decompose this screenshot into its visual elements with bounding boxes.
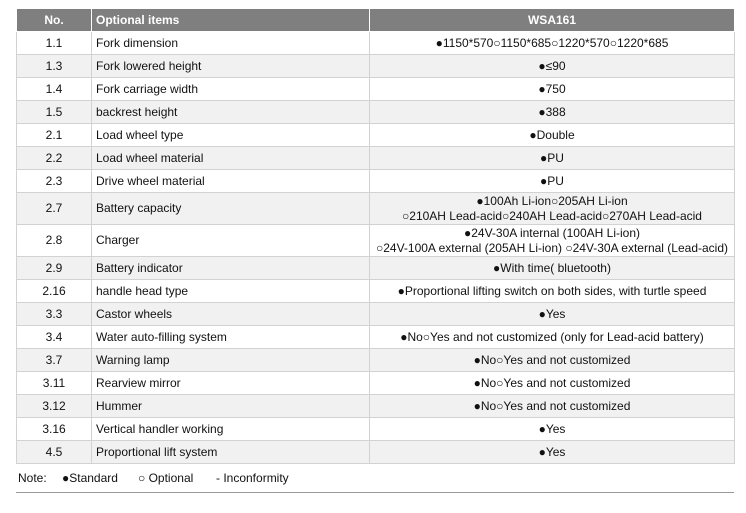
row-value bbox=[370, 280, 735, 303]
row-value-line: ○210AH Lead-acid○240AH Lead-acid○270AH Lead-acid bbox=[402, 208, 702, 223]
row-value bbox=[370, 193, 735, 225]
row-value-line: ●With time( bluetooth) bbox=[493, 260, 611, 275]
table-row bbox=[17, 147, 735, 170]
row-value-line: ●750 bbox=[538, 81, 566, 96]
row-value-line: ●Yes bbox=[538, 306, 566, 321]
table-row bbox=[17, 32, 735, 55]
row-value bbox=[370, 170, 735, 193]
row-value bbox=[370, 326, 735, 349]
row-value bbox=[370, 147, 735, 170]
row-value-line: ●PU bbox=[540, 173, 564, 188]
optional-items-table bbox=[16, 8, 735, 464]
legend-note bbox=[16, 464, 734, 493]
row-value bbox=[370, 303, 735, 326]
row-value bbox=[370, 55, 735, 78]
header-optional-items: Optional items bbox=[92, 9, 370, 32]
row-number: 2.9 bbox=[17, 257, 92, 280]
row-number: 2.16 bbox=[17, 280, 92, 303]
table-body bbox=[17, 32, 735, 464]
row-value bbox=[370, 418, 735, 441]
row-item-name: handle head type bbox=[92, 280, 370, 303]
row-item-name: Water auto-filling system bbox=[92, 326, 370, 349]
header-no: No. bbox=[17, 9, 92, 32]
row-number: 3.12 bbox=[17, 395, 92, 418]
row-number: 3.4 bbox=[17, 326, 92, 349]
row-value bbox=[370, 349, 735, 372]
row-number: 1.4 bbox=[17, 78, 92, 101]
row-number: 2.2 bbox=[17, 147, 92, 170]
row-value-line: ○24V-100A external (205AH Li-ion) ○24V-30A external (Lead-acid) bbox=[375, 240, 729, 255]
row-value bbox=[370, 257, 735, 280]
row-number: 3.3 bbox=[17, 303, 92, 326]
row-item-name: Fork lowered height bbox=[92, 55, 370, 78]
row-value-line: ●No○Yes and not customized bbox=[473, 352, 631, 367]
row-value bbox=[370, 441, 735, 464]
row-number: 1.3 bbox=[17, 55, 92, 78]
table-row bbox=[17, 193, 735, 225]
row-value-line: ●No○Yes and not customized (only for Lead-acid battery) bbox=[400, 329, 704, 344]
row-value-line: ●Proportional lifting switch on both sides, with turtle speed bbox=[397, 283, 707, 298]
table-row bbox=[17, 418, 735, 441]
row-item-name: Load wheel material bbox=[92, 147, 370, 170]
header-model: WSA161 bbox=[370, 9, 735, 32]
row-value bbox=[370, 395, 735, 418]
row-value-line: ●1150*570○1150*685○1220*570○1220*685 bbox=[435, 35, 669, 50]
row-item-name: Rearview mirror bbox=[92, 372, 370, 395]
row-item-name: Charger bbox=[92, 225, 370, 257]
table-row bbox=[17, 349, 735, 372]
row-value-line: ●No○Yes and not customized bbox=[473, 375, 631, 390]
note-label: Note: bbox=[18, 471, 47, 485]
table-row bbox=[17, 280, 735, 303]
table-row bbox=[17, 124, 735, 147]
table-row bbox=[17, 55, 735, 78]
row-number: 2.7 bbox=[17, 193, 92, 225]
note-inconformity: - Inconformity bbox=[216, 471, 289, 485]
table-row bbox=[17, 303, 735, 326]
row-value-line: ●PU bbox=[540, 150, 564, 165]
row-value bbox=[370, 101, 735, 124]
row-item-name: Battery capacity bbox=[92, 193, 370, 225]
row-number: 1.1 bbox=[17, 32, 92, 55]
note-standard: ●Standard bbox=[62, 471, 118, 485]
table-row bbox=[17, 372, 735, 395]
table-row bbox=[17, 225, 735, 257]
row-number: 2.3 bbox=[17, 170, 92, 193]
row-item-name: backrest height bbox=[92, 101, 370, 124]
row-number: 3.16 bbox=[17, 418, 92, 441]
row-number: 3.11 bbox=[17, 372, 92, 395]
row-item-name: Hummer bbox=[92, 395, 370, 418]
table-row bbox=[17, 101, 735, 124]
table-row bbox=[17, 395, 735, 418]
row-number: 1.5 bbox=[17, 101, 92, 124]
row-item-name: Vertical handler working bbox=[92, 418, 370, 441]
row-item-name: Fork dimension bbox=[92, 32, 370, 55]
row-number: 4.5 bbox=[17, 441, 92, 464]
row-number: 2.8 bbox=[17, 225, 92, 257]
table-header-row bbox=[17, 9, 735, 32]
note-optional: ○ Optional bbox=[138, 471, 194, 485]
row-value-line: ●≤90 bbox=[538, 58, 566, 73]
row-value-line: ●388 bbox=[538, 104, 566, 119]
table-row bbox=[17, 257, 735, 280]
row-item-name: Proportional lift system bbox=[92, 441, 370, 464]
row-value-line: ●100Ah Li-ion○205AH Li-ion bbox=[476, 193, 628, 208]
row-number: 2.1 bbox=[17, 124, 92, 147]
row-item-name: Castor wheels bbox=[92, 303, 370, 326]
spec-table-container bbox=[16, 8, 734, 493]
row-value bbox=[370, 78, 735, 101]
row-item-name: Load wheel type bbox=[92, 124, 370, 147]
row-number: 3.7 bbox=[17, 349, 92, 372]
row-value-line: ●No○Yes and not customized bbox=[473, 398, 631, 413]
row-value bbox=[370, 32, 735, 55]
row-value-line: ●Yes bbox=[538, 421, 566, 436]
row-value bbox=[370, 124, 735, 147]
row-value bbox=[370, 225, 735, 257]
row-value-line: ●Double bbox=[529, 127, 575, 142]
table-row bbox=[17, 326, 735, 349]
table-row bbox=[17, 78, 735, 101]
table-row bbox=[17, 441, 735, 464]
row-item-name: Fork carriage width bbox=[92, 78, 370, 101]
row-value bbox=[370, 372, 735, 395]
table-row bbox=[17, 170, 735, 193]
row-item-name: Battery indicator bbox=[92, 257, 370, 280]
row-value-line: ●24V-30A internal (100AH Li-ion) bbox=[463, 225, 640, 240]
row-value-line: ●Yes bbox=[538, 444, 566, 459]
row-item-name: Warning lamp bbox=[92, 349, 370, 372]
row-item-name: Drive wheel material bbox=[92, 170, 370, 193]
